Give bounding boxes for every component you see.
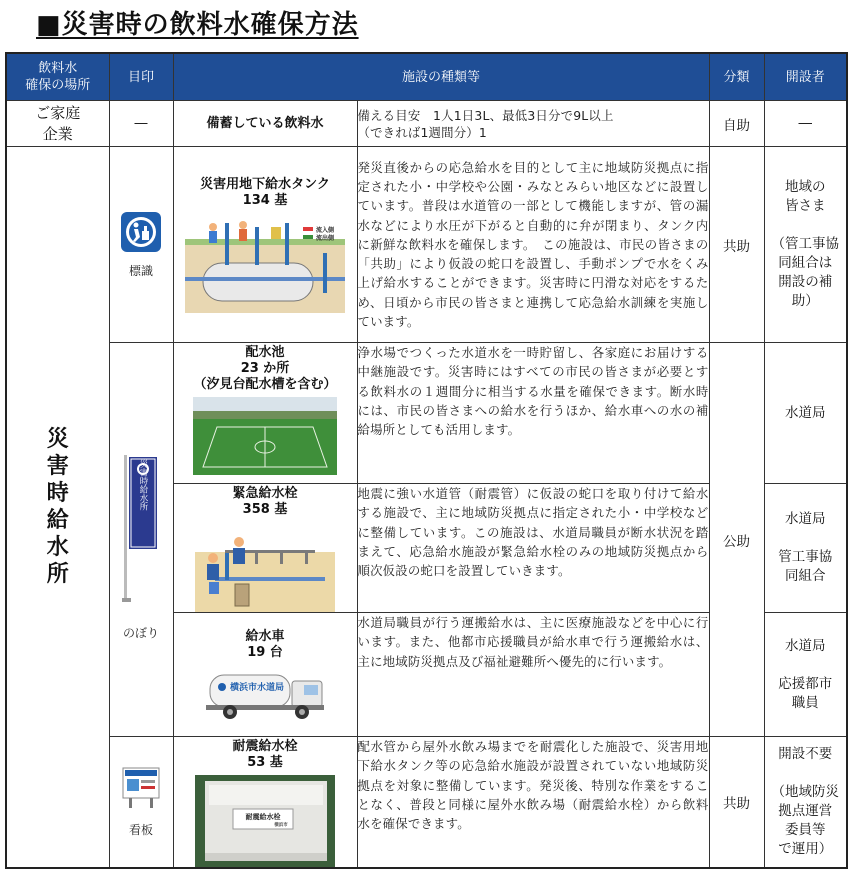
hydrant-count: 358 基 <box>242 502 288 517</box>
table-row <box>6 101 847 147</box>
home-desc: 備える目安 1人1日3L、最低3日分で9L以上 （できれば1週間分）1 <box>357 101 709 147</box>
quake-hydrant-photo <box>195 775 335 867</box>
group-place: 災 害 時 給 水 所 <box>6 147 109 869</box>
truck-desc: 水道局職員が行う運搬給水は、主に医療施設などを中心に行います。また、他都市応援職員が給水車で行う運搬給水は、主に地域防災拠点及び福祉避難所へ優先的に行います。 <box>357 613 709 737</box>
water-sign-icon <box>120 211 162 253</box>
tank-facility <box>173 147 357 343</box>
quake-category: 共助 <box>709 737 764 869</box>
banner-text: 災害時給水所 <box>138 459 148 511</box>
tank-legend-out: 流出側 <box>316 234 335 242</box>
banner-mark-label: のぼり <box>122 626 159 640</box>
truck-name: 給水車 <box>245 628 285 644</box>
banner-mark <box>109 343 173 737</box>
header-mark: 目印 <box>109 53 173 101</box>
tank-mark <box>109 147 173 343</box>
tank-desc: 発災直後からの応急給水を目的として主に地域防災拠点に指定された小・中学校や公園・みなとみらい地区などに設置しています。普段は水道管の一部として機能しますが、管の漏水などにより水圧が下がると自動的に弁が閉まり、タンク内に新鮮な飲料水を確保します。 この施設は、市民の皆さまの「共助」により仮設の蛇口を設置し、手動ポンプで水をくみ上げ給水することができます。災害時に円滑な対応をするため、日頃から市民の皆さまと連携して応急給水訓練を実施しています。 <box>357 147 709 343</box>
home-establisher: ― <box>764 101 847 147</box>
truck-count: 19 台 <box>247 644 283 660</box>
tank-legend-in: 流入側 <box>316 226 335 234</box>
hydrant-facility <box>173 484 357 613</box>
hydrant-name: 緊急給水栓 <box>232 486 298 501</box>
reservoir-photo <box>193 397 337 475</box>
reservoir-establisher: 水道局 <box>764 343 847 484</box>
quake-facility <box>173 737 357 869</box>
header-place: 飲料水 確保の場所 <box>6 53 109 101</box>
quake-name: 耐震給水栓 <box>232 739 298 754</box>
water-supply-table <box>5 52 848 869</box>
reservoir-desc: 浄水場でつくった水道水を一時貯留し、各家庭にお届けする中継施設です。災害時にはすべての市民の皆さまが必要とする飲料水の１週間分に相当する水量を確保できます。断水時には、市民の皆さまへの給水を行うほか、給水車への水の補給場所としても活用します。 <box>357 343 709 484</box>
header-establisher: 開設者 <box>764 53 847 101</box>
truck-establisher: 水道局 応援都市 職員 <box>764 613 847 737</box>
quake-mark-label: 看板 <box>128 823 153 837</box>
reservoir-count: 23 か所 <box>240 361 290 376</box>
home-place: ご家庭 企業 <box>6 101 109 147</box>
table-row <box>6 737 847 869</box>
tank-mark-label: 標識 <box>128 263 153 278</box>
hydrant-establisher: 水道局 管工事協 同組合 <box>764 484 847 613</box>
tank-illustration <box>185 213 345 313</box>
truck-facility <box>173 613 357 737</box>
reservoir-note: （汐見台配水槽を含む） <box>193 377 337 392</box>
truck-label: 横浜市水道局 <box>230 682 285 693</box>
tank-count: 134 基 <box>242 192 288 208</box>
header-row <box>6 53 847 101</box>
tank-name: 災害用地下給水タンク <box>200 176 330 192</box>
banner-flag-illustration <box>118 455 164 605</box>
water-truck-illustration <box>200 665 330 721</box>
table-row <box>6 147 847 343</box>
header-category: 分類 <box>709 53 764 101</box>
quake-mark <box>109 737 173 869</box>
quake-plate-label: 耐震給水栓 <box>245 813 281 821</box>
table-row <box>6 343 847 484</box>
home-facility: 備蓄している飲料水 <box>173 101 357 147</box>
header-facility: 施設の種類等 <box>173 53 709 101</box>
public-category: 公助 <box>709 343 764 737</box>
page-title: ■災害時の飲料水確保方法 <box>36 10 359 40</box>
quake-establisher: 開設不要 （地域防災 拠点運営 委員等 で運用） <box>764 737 847 869</box>
quake-plate-sub: 横浜市 <box>274 823 288 828</box>
home-category: 自助 <box>709 101 764 147</box>
quake-count: 53 基 <box>247 755 283 770</box>
tank-category: 共助 <box>709 147 764 343</box>
tank-establisher: 地域の 皆さま （管工事協 同組合は 開設の補 助） <box>764 147 847 343</box>
signboard-icon <box>121 766 161 810</box>
reservoir-name: 配水池 <box>245 345 285 360</box>
hydrant-desc: 地震に強い水道管（耐震管）に仮設の蛇口を取り付けて給水する施設で、主に地域防災拠点に指定された小・中学校などに整備しています。この施設は、水道局職員が断水状況を踏まえて、応急給水施設が緊急給水栓のみの地域防災拠点から順次仮設の蛇口を設置していきます。 <box>357 484 709 613</box>
home-mark: ― <box>109 101 173 147</box>
quake-desc: 配水管から屋外水飲み場までを耐震化した施設で、災害用地下給水タンク等の応急給水施設が設置されていない地域防災拠点を対象に整備しています。発災後、特別な作業をすることなく、普段と同様に屋外水飲み場（耐震給水栓）から飲料水を確保できます。 <box>357 737 709 869</box>
hydrant-illustration <box>195 522 335 612</box>
reservoir-facility <box>173 343 357 484</box>
